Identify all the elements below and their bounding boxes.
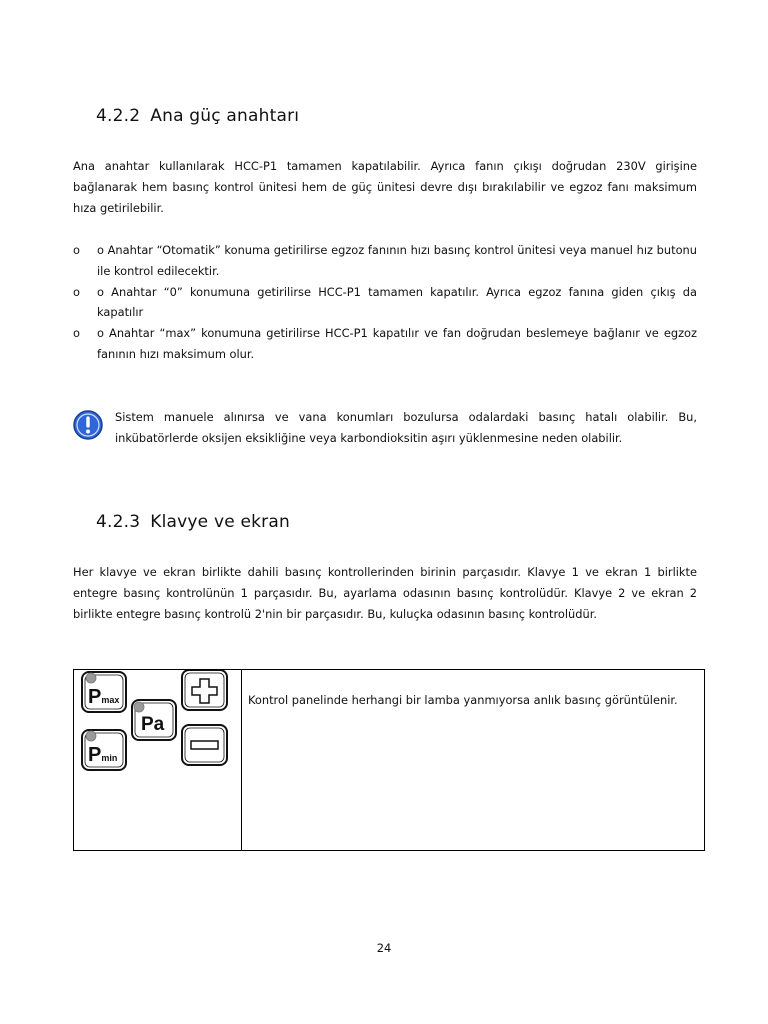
bullet-marker: o bbox=[73, 284, 80, 299]
switch-positions-list bbox=[73, 240, 697, 365]
table-row bbox=[74, 670, 705, 851]
pa-lamp bbox=[134, 702, 144, 712]
description-cell bbox=[242, 670, 705, 851]
page-number: 24 bbox=[376, 941, 392, 955]
pmin-key-label: Pmin bbox=[88, 744, 118, 766]
pmax-key bbox=[82, 672, 126, 712]
pa-key bbox=[132, 700, 176, 740]
pmax-key-label: Pmax bbox=[88, 686, 120, 708]
section-title: Klavye ve ekran bbox=[150, 512, 290, 532]
keypad-cell bbox=[74, 670, 242, 851]
panel-description: Kontrol panelinde herhangi bir lamba yanmıyorsa anlık basınç görüntülenir. bbox=[248, 693, 678, 707]
warning-notice bbox=[73, 407, 697, 449]
pmax-lamp bbox=[86, 673, 96, 683]
list-item-text: o Anahtar “0” konumuna getirilirse HCC-P1 tamamen kapatılır. Ayrıca egzoz fanına giden çıkış da kapatılır bbox=[97, 284, 697, 320]
minus-key bbox=[182, 725, 227, 765]
bullet-marker: o bbox=[73, 243, 80, 257]
control-panel-table bbox=[73, 669, 705, 851]
pmin-lamp bbox=[86, 731, 96, 741]
plus-key bbox=[182, 670, 227, 710]
keyboard-paragraph: Her klavye ve ekran birlikte dahili basınç kontrollerinden birinin parçasıdır. Klavye 1 ve ekran 1 birlikte entegre basınç kontrolünün 1 parçasıdır. Bu, ayarlama odasının basınç kontrolüdür. Klavye 2 ve ekran 2 birlikte entegre basınç kontrolü 2'nin bir parçasıdır. Bu, kuluçka odasının basınç kontrolüdür. bbox=[73, 565, 697, 621]
list-item bbox=[73, 240, 697, 282]
section-title: Ana güç anahtarı bbox=[150, 106, 300, 126]
pmin-key bbox=[82, 730, 126, 770]
list-item-text: o Anahtar “Otomatik” konuma getirilirse egzoz fanının hızı basınç kontrol ünitesi veya manuel hız butonu ile kontrol edilecektir. bbox=[97, 243, 697, 278]
section-number: 4.2.2 bbox=[96, 106, 141, 126]
section-number: 4.2.3 bbox=[96, 512, 141, 532]
list-item bbox=[73, 282, 697, 324]
intro-paragraph: Ana anahtar kullanılarak HCC-P1 tamamen kapatılabilir. Ayrıca fanın çıkışı doğrudan 230V girişine bağlanarak hem basınç kontrol ünitesi hem de güç ünitesi devre dışı bırakılabilir ve egzoz fanı maksimum hıza getirilebilir. bbox=[73, 159, 697, 215]
warning-text: Sistem manuele alınırsa ve vana konumları bozulursa odalardaki basınç hatalı olabilir. Bu, inkübatörlerde oksijen eksikliğine veya karbondioksitin aşırı yüklenmesine neden olabilir. bbox=[115, 410, 697, 445]
list-item-text: o Anahtar “max” konumuna getirilirse HCC-P1 kapatılır ve fan doğrudan beslemeye bağlanır ve egzoz fanının hızı maksimum olur. bbox=[97, 326, 697, 361]
bullet-marker: o bbox=[73, 326, 80, 341]
section-heading-4-2-2 bbox=[96, 106, 299, 126]
section-heading-4-2-3 bbox=[96, 512, 290, 532]
keypad-illustration bbox=[74, 670, 241, 780]
pa-key-label: Pa bbox=[141, 714, 165, 735]
exclamation-icon bbox=[73, 410, 103, 440]
list-item bbox=[73, 323, 697, 365]
